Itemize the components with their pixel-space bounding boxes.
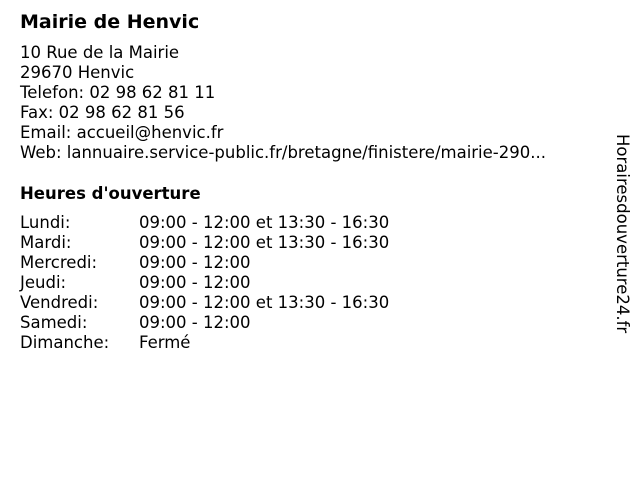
address-city: 29670 Henvic <box>20 63 135 82</box>
hours-row-dimanche <box>20 333 440 353</box>
time-value: 09:00 - 12:00 et 13:30 - 16:30 <box>139 233 390 252</box>
hours-row-vendredi <box>20 293 440 313</box>
day-label: Samedi: <box>20 313 88 332</box>
day-label: Vendredi: <box>20 293 99 312</box>
web-line: Web: lannuaire.service-public.fr/bretagne/finistere/mairie-290... <box>20 143 546 162</box>
time-value: 09:00 - 12:00 et 13:30 - 16:30 <box>139 213 390 232</box>
day-label: Mardi: <box>20 233 72 252</box>
day-label: Dimanche: <box>20 333 110 352</box>
hours-row-mardi <box>20 233 440 253</box>
email-line: Email: accueil@henvic.fr <box>20 123 224 142</box>
day-label: Jeudi: <box>20 273 67 292</box>
opening-hours-table <box>20 213 440 353</box>
time-value: 09:00 - 12:00 <box>139 273 251 292</box>
time-value: 09:00 - 12:00 et 13:30 - 16:30 <box>139 293 390 312</box>
page-title: Mairie de Henvic <box>20 11 200 33</box>
day-label: Mercredi: <box>20 253 98 272</box>
contact-block <box>20 43 546 163</box>
opening-hours-heading: Heures d'ouverture <box>20 184 201 203</box>
hours-row-mercredi <box>20 253 440 273</box>
address-street: 10 Rue de la Mairie <box>20 43 180 62</box>
hours-row-jeudi <box>20 273 440 293</box>
time-value: Fermé <box>139 333 191 352</box>
phone-line: Telefon: 02 98 62 81 11 <box>20 83 216 102</box>
day-label: Lundi: <box>20 213 71 232</box>
hours-row-lundi <box>20 213 440 233</box>
fax-line: Fax: 02 98 62 81 56 <box>20 103 185 122</box>
site-watermark: Horairesdouverture24.fr <box>613 134 632 334</box>
time-value: 09:00 - 12:00 <box>139 253 251 272</box>
time-value: 09:00 - 12:00 <box>139 313 251 332</box>
hours-row-samedi <box>20 313 440 333</box>
